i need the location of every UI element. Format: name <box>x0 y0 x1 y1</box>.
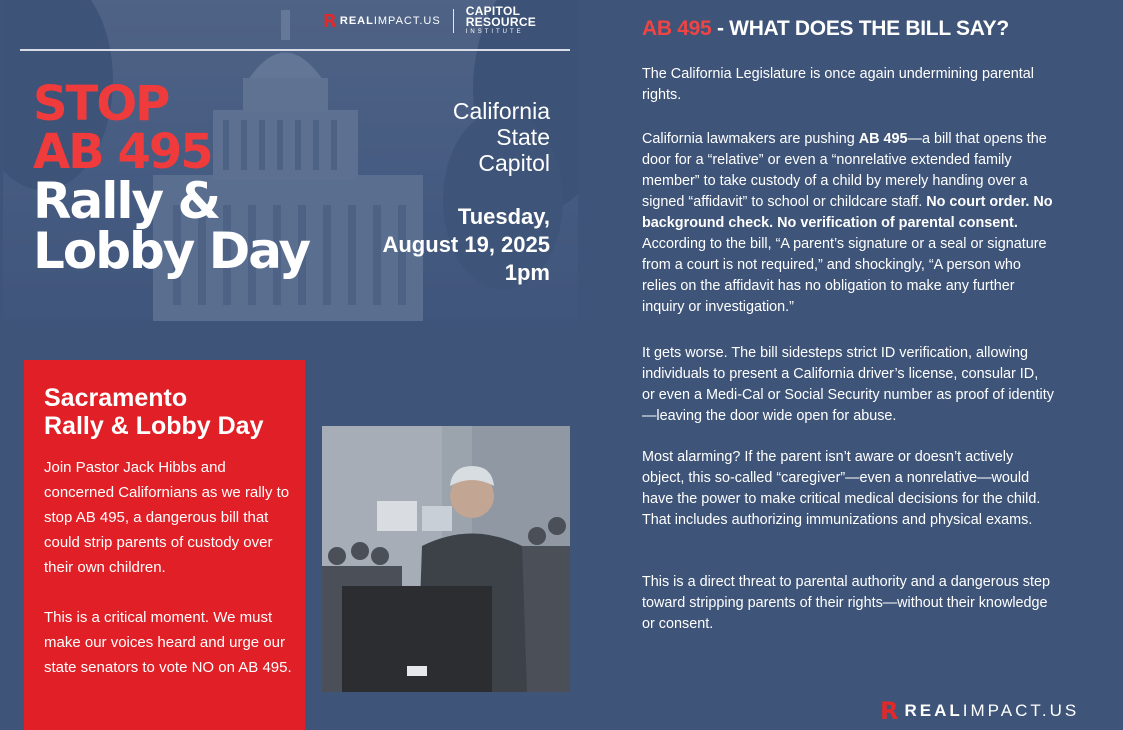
realimpact-r-icon: R <box>323 10 337 32</box>
article-paragraph-1: The California Legislature is once again undermining parental rights. <box>642 66 1034 103</box>
rally-title: Sacramento Rally & Lobby Day <box>44 384 264 440</box>
article-paragraph-5: This is a direct threat to parental authority and a dangerous step toward stripping parents of their rights—without their knowledge or consent. <box>642 574 1050 632</box>
rally-call-to-action: This is a critical moment. We must make our voices heard and urge our state senators to vote NO on AB 495. <box>44 609 292 676</box>
realimpact-r-icon: R <box>880 697 899 725</box>
article-paragraph-2: California lawmakers are pushing AB 495—a bill that opens the door for a “relative” or even a “nonrelative extended family member” to take custody of a child by merely handing over a signed “affidavit” to school or childcare staff. No court order. No background check. No verification of parental consent. According to the bill, “A parent’s signature or a seal or signature from a court is not required,” and shockingly, “A person who relies on the affidavit has no obligation to make any further inquiry or investigation.” <box>642 131 1053 315</box>
article-paragraph-3: It gets worse. The bill sidesteps strict ID verification, allowing individuals to present a California driver’s license, consular ID, or even a Medi-Cal or Social Security number as proof of identity—leaving the door wide open for abuse. <box>642 345 1054 424</box>
speaker-photo <box>322 426 570 692</box>
rally-info-box <box>24 360 305 730</box>
logo-divider <box>453 9 454 33</box>
event-headline: STOP AB 495 Rally & Lobby Day <box>33 76 310 280</box>
article-title: AB 495 - WHAT DOES THE BILL SAY? <box>642 17 1009 40</box>
capitol-resource-institute-logo: CAPITOL RESOURCE INSTITUTE <box>465 4 537 35</box>
article <box>642 14 1054 632</box>
realimpact-logo-text: REALIMPACT.US <box>339 15 441 27</box>
article-paragraph-4: Most alarming? If the parent isn’t aware or doesn’t actively object, this so-called “caregiver”—even a nonrelative—would have the power to make critical medical decisions for the child. That includes authorizing immunizations and physical exams. <box>642 449 1041 528</box>
event-datetime: Tuesday, August 19, 2025 1pm <box>382 204 550 285</box>
event-location: California State Capitol <box>452 98 550 176</box>
event-banner <box>3 0 578 321</box>
banner-divider <box>20 49 570 51</box>
rally-description: Join Pastor Jack Hibbs and concerned Californians as we rally to stop AB 495, a dangerous bill that could strip parents of custody over their own children. <box>44 459 290 576</box>
footer-logo: R REALIMPACT.US <box>880 697 1080 725</box>
banner-logos <box>323 6 536 36</box>
